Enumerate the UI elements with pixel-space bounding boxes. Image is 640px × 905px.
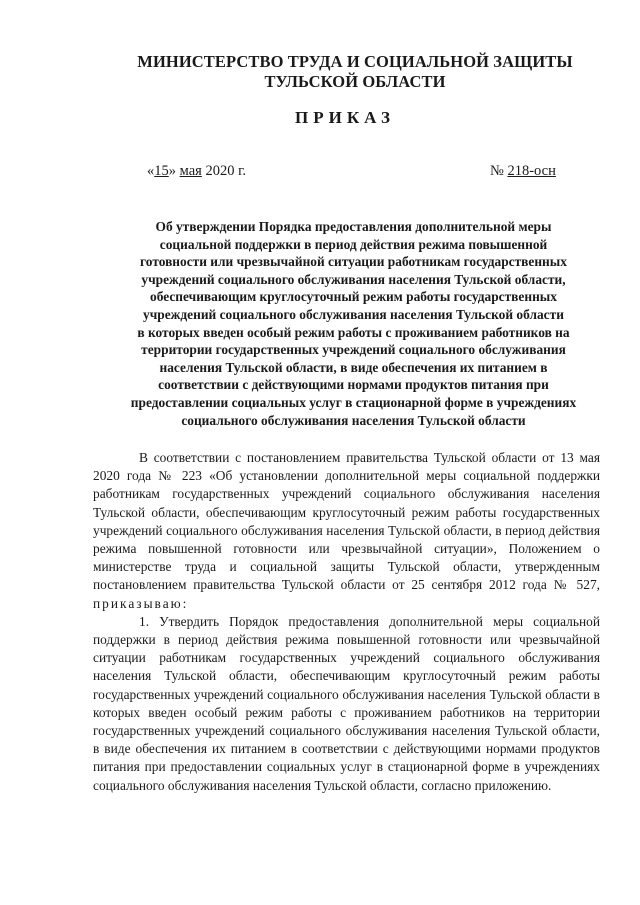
subject-line: предоставлении социальных услуг в стационарной форме в учреждениях: [130, 394, 577, 410]
number-sign: №: [490, 163, 504, 179]
subject-line: в которых введен особый режим работы с проживанием работников на: [137, 324, 570, 340]
subject-line: населения Тульской области, в виде обеспечения их питанием в: [159, 359, 548, 375]
preamble-text: В соответствии с постановлением правительства Тульской области от 13 мая 2020 года № 223 «Об установлении дополнительной меры социальной поддержки работникам государственных учреждений социального обслуживания населения Тульской области, обеспечивающим круглосуточный режим работы государственных учреждений социального обслуживания населения Тульской области, в период действия режима повышенной готовности или чрезвычайной ситуации», Положением о министерстве труда и социальной защиты Тульской области, утвержденным постановлением правительства Тульской области от 25 сентября 2012 года № 527,: [93, 450, 600, 593]
document-type-title: ПРИКАЗ: [295, 108, 395, 127]
subject-line: Об утверждении Порядка предоставления дополнительной меры: [155, 219, 552, 234]
order-body: [93, 449, 600, 795]
subject-line: обеспечивающим круглосуточный режим работы государственных: [150, 289, 557, 305]
date-close-quote: »: [168, 163, 176, 179]
date-open-quote: «: [147, 163, 155, 179]
order-subject: [86, 218, 621, 429]
subject-line: учреждений социального обслуживания населения Тульской области,: [141, 271, 566, 287]
ministry-header: [120, 52, 590, 92]
subject-line: готовности или чрезвычайной ситуации работникам государственных: [140, 254, 567, 270]
clause-1-paragraph: 1. Утвердить Порядок предоставления дополнительной меры социальной поддержки в период действия режима повышенной готовности или чрезвычайной ситуации работникам государственных учреждений социального обслуживания населения Тульской области, обеспечивающим круглосуточный режим работы государственных учреждений социального обслуживания населения Тульской области в которых введен особый режим работы с проживанием работников на территории государственных учреждений социального обслуживания населения Тульской области, в виде обеспечения их питанием в соответствии с действующими нормами продуктов питания при предоставлении социальных услуг в стационарной форме в учреждениях социального обслуживания населения Тульской области, согласно приложению.: [93, 613, 600, 793]
subject-line: социального обслуживания населения Тульской области: [181, 412, 526, 428]
preamble-paragraph: [93, 449, 600, 613]
date-year: 2020 г.: [205, 163, 246, 179]
ministry-name-line2: ТУЛЬСКОЙ ОБЛАСТИ: [264, 72, 446, 91]
order-number: [490, 163, 556, 180]
date-day: 15: [154, 163, 169, 179]
ministry-name-line1: МИНИСТЕРСТВО ТРУДА И СОЦИАЛЬНОЙ ЗАЩИТЫ: [137, 52, 573, 71]
order-word: приказываю:: [93, 595, 189, 611]
subject-line: соответствии с действующими нормами продуктов питания при: [158, 377, 549, 393]
subject-line: социальной поддержки в период действия режима повышенной: [159, 236, 548, 252]
date-month: мая: [179, 163, 202, 179]
order-date: [147, 163, 246, 180]
number-value: 218-осн: [507, 163, 556, 179]
subject-line: учреждений социального обслуживания населения Тульской области: [143, 306, 564, 322]
subject-line: территории государственных учреждений социального обслуживания: [141, 342, 566, 358]
